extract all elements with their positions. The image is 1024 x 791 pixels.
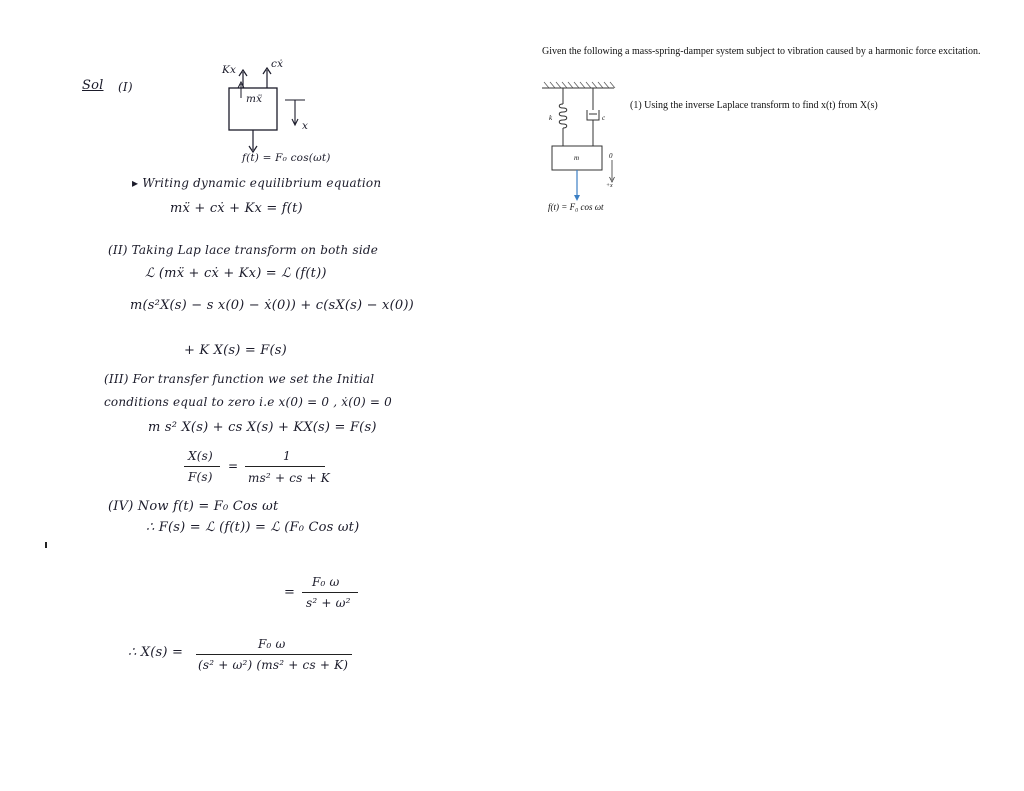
fbd-x-label: x	[302, 120, 309, 132]
step2-eq3: + K X(s) = F(s)	[184, 343, 287, 358]
mass-spring-damper-figure	[540, 80, 630, 220]
step1-equation: mẍ + cẋ + Kx = f(t)	[170, 201, 303, 216]
step3-heading: (III) For transfer function we set the Initial	[104, 372, 375, 386]
problem-statement: Given the following a mass-spring-damper system subject to vibration caused by a harmonic force excitation.	[542, 46, 981, 57]
final-numerator: F₀ ω	[258, 637, 286, 651]
tf-rhs-denominator: ms² + cs + K	[248, 471, 330, 485]
step4-eq1: ∴ F(s) = ℒ (f(t)) = ℒ (F₀ Cos ωt)	[146, 520, 360, 535]
step2-heading: (II) Taking Lap lace transform on both side	[108, 243, 379, 257]
tf-rhs-numerator: 1	[283, 449, 291, 463]
zero-label: 0	[609, 152, 613, 160]
fbd-mxddot-label: mẍ	[246, 93, 263, 105]
force-label: f(t) = F₀ cos ωt	[548, 202, 604, 212]
final-lhs: ∴ X(s) =	[128, 645, 184, 660]
damper-shape	[587, 110, 599, 120]
fbd-force-label: f(t) = F₀ cos(ωt)	[242, 152, 331, 164]
step4-fraction-bar	[302, 592, 358, 593]
step4-heading: (IV) Now f(t) = F₀ Cos ωt	[108, 499, 279, 514]
step4-eq2-equals: =	[284, 585, 296, 600]
part-i-label: (I)	[118, 80, 133, 94]
final-fraction-bar	[196, 654, 352, 655]
mass-m-label: m	[574, 154, 580, 162]
question-part-1: (1) Using the inverse Laplace transform to find x(t) from X(s)	[630, 100, 878, 111]
tf-left-fraction-bar	[184, 466, 220, 467]
damper-c-label: c	[602, 114, 606, 122]
fbd-cxdot-label: cẋ	[271, 58, 284, 70]
tf-numerator: X(s)	[188, 449, 213, 463]
step1-heading: ▸ Writing dynamic equilibrium equation	[132, 176, 382, 190]
step3-eq1: m s² X(s) + cs X(s) + KX(s) = F(s)	[148, 420, 377, 435]
step4-eq2-numerator: F₀ ω	[312, 575, 340, 589]
step2-eq2: m(s²X(s) − s x(0) − ẋ(0)) + c(sX(s) − x(0))	[130, 298, 414, 313]
spring-k-label: k	[549, 114, 553, 122]
step2-eq1: ℒ (mẍ + cẋ + Kx) = ℒ (f(t))	[145, 266, 327, 281]
margin-mark	[45, 542, 47, 548]
final-denominator: (s² + ω²) (ms² + cs + K)	[198, 658, 349, 672]
step4-eq2-denominator: s² + ω²	[306, 596, 351, 610]
spring-shape	[559, 104, 567, 128]
tf-denominator: F(s)	[188, 470, 213, 484]
sol-label: Sol	[82, 78, 104, 93]
tf-right-fraction-bar	[245, 466, 325, 467]
plus-x-label: +x	[606, 183, 613, 189]
step3-line2: conditions equal to zero i.e x(0) = 0 , ẋ(0) = 0	[104, 395, 392, 409]
tf-equals: =	[228, 459, 239, 473]
fbd-kx-label: Kx	[222, 64, 237, 76]
